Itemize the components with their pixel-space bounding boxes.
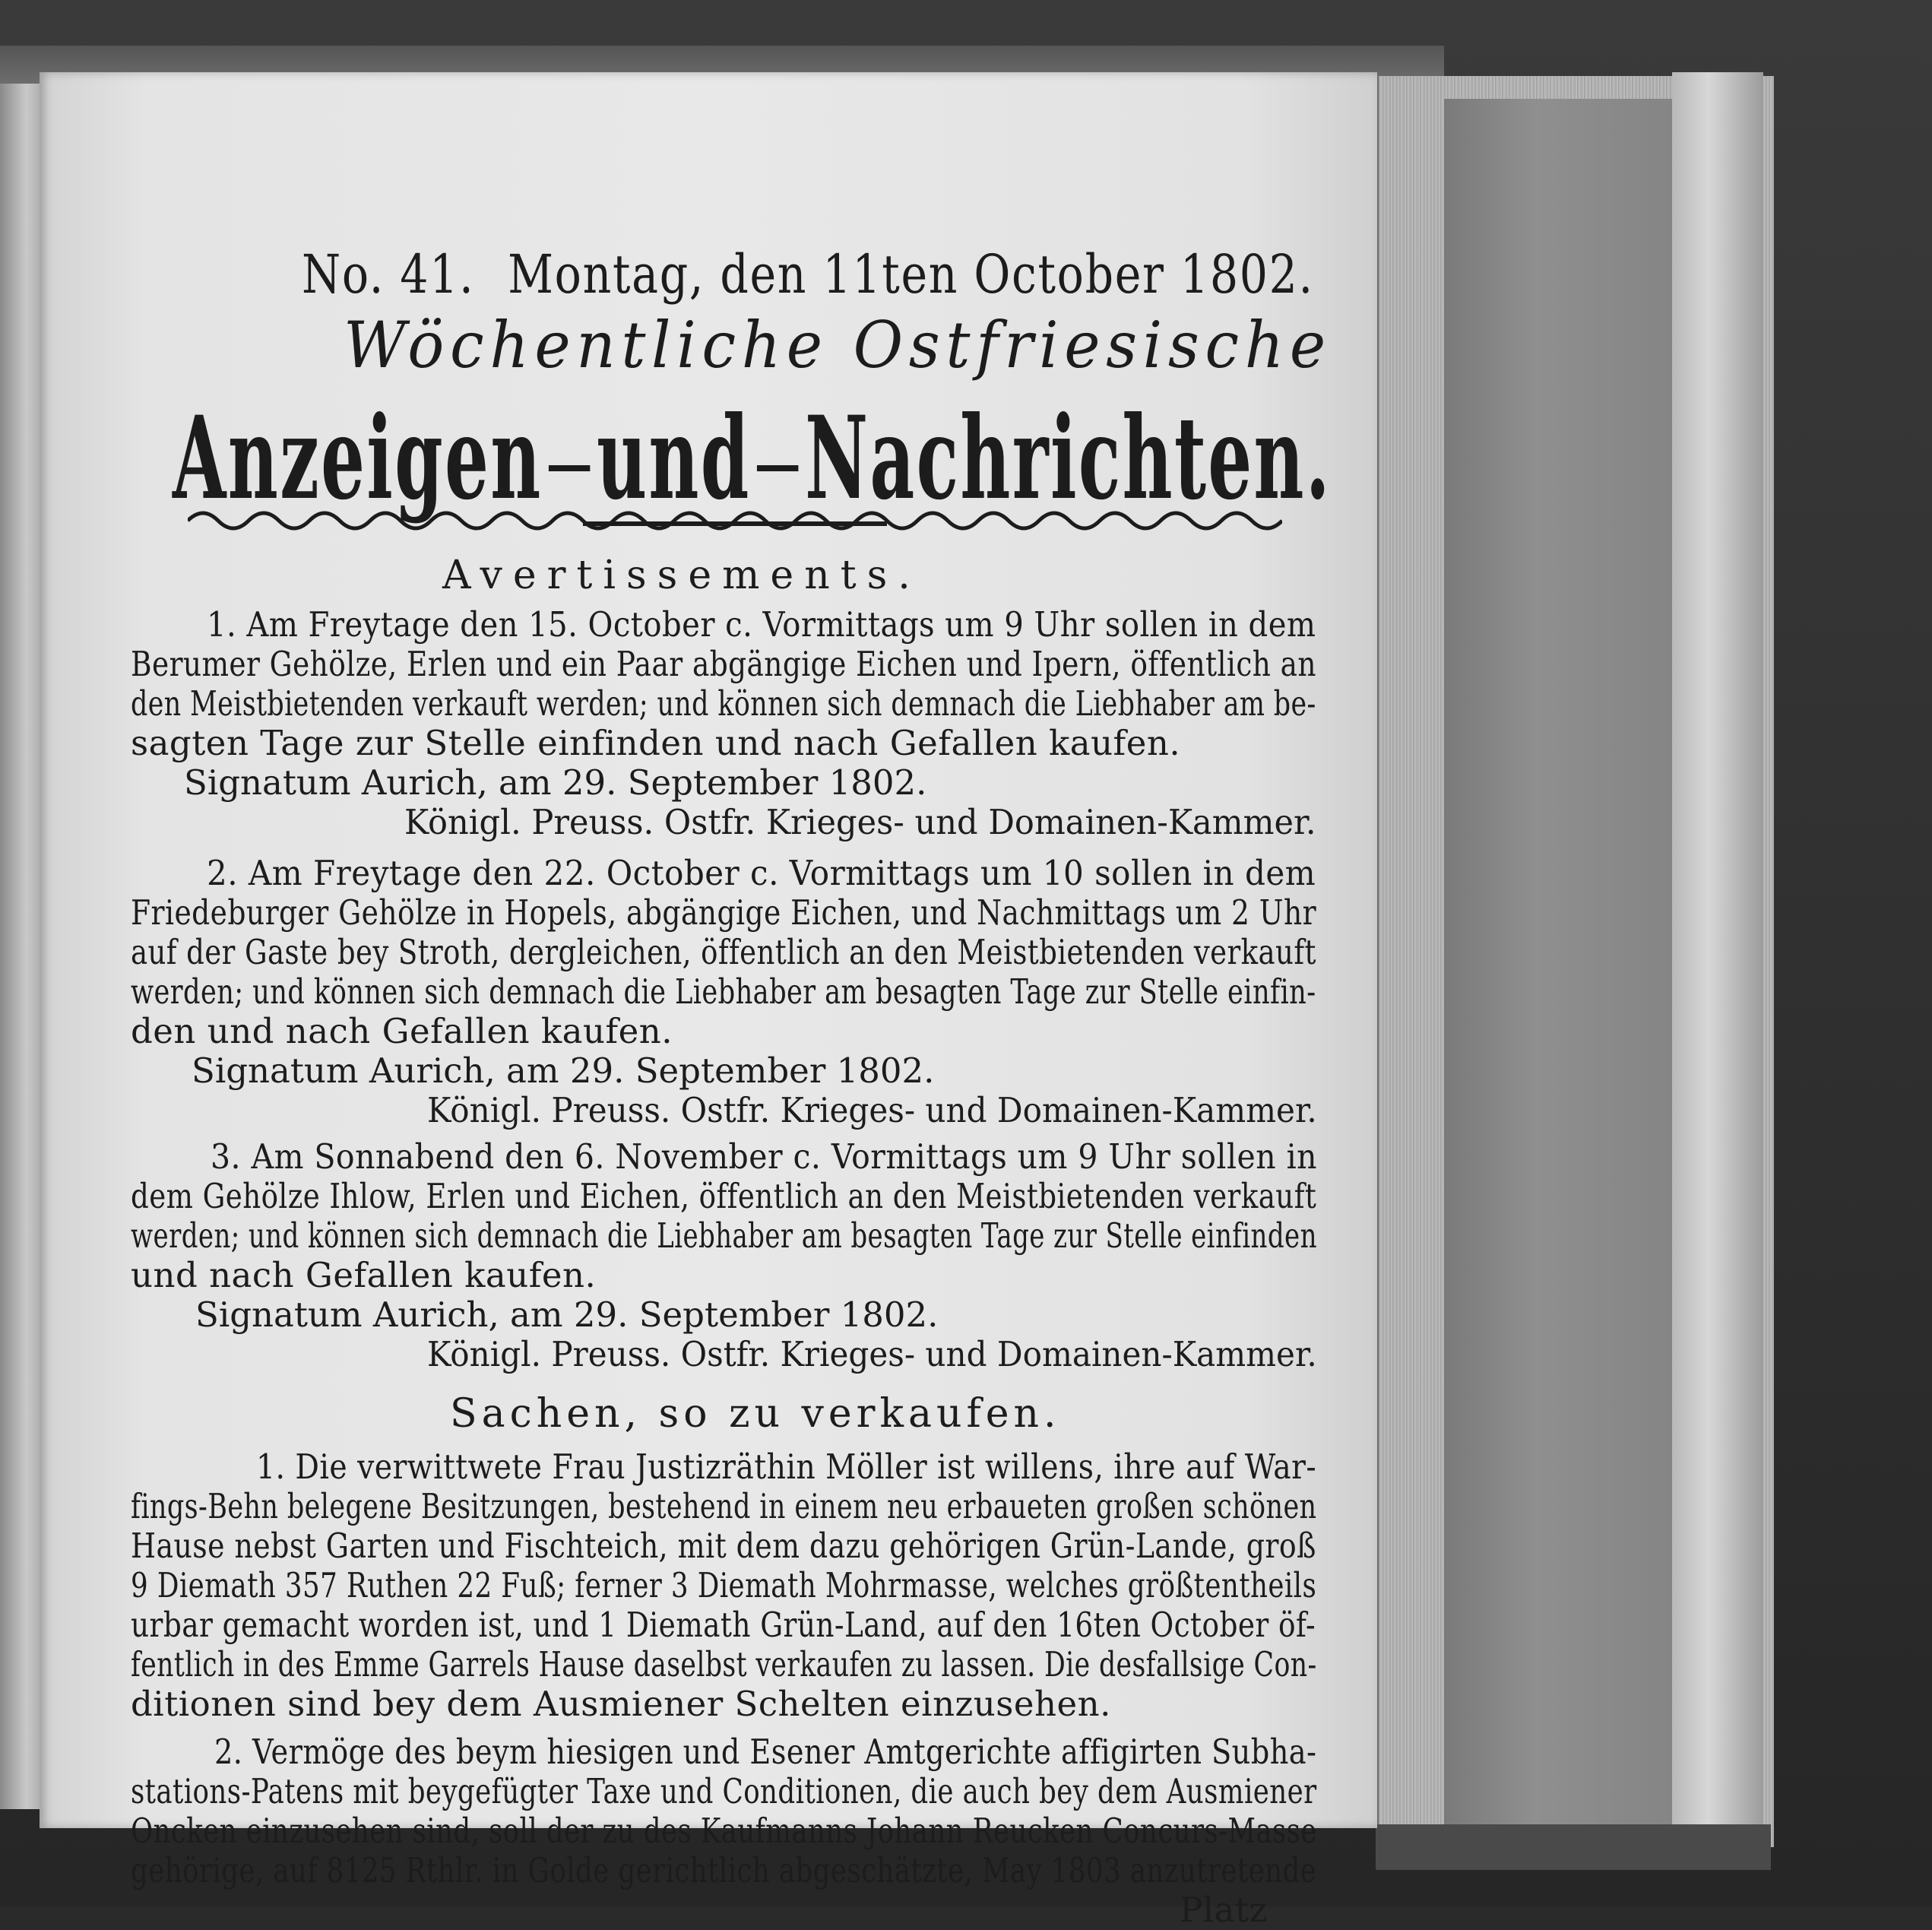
item2-signatum: Signatum Aurich, am 29. September 1802. [192,1051,935,1091]
masthead-date-line [302,243,1332,306]
left-page-edge [0,84,44,1809]
item3-line3: werden; und können sich demnach die Liebhaber am besagten Tage zur Stelle einfinden [131,1215,1317,1256]
sale1-line6: fentlich in des Emme Garrels Hause daselbst verkaufen zu lassen. Die desfallsige Con- [131,1644,1317,1684]
item3-line2: dem Gehölze Ihlow, Erlen und Eichen, öffentlich an den Meistbietenden verkauft [131,1176,1317,1216]
sale1-line4: 9 Diemath 357 Ruthen 22 Fuß; ferner 3 Diemath Mohrmasse, welches größtentheils [131,1565,1317,1605]
item1-line3: den Meistbietenden verkauft werden; und können sich demnach die Liebhaber am be- [131,683,1316,724]
item3-signatum: Signatum Aurich, am 29. September 1802. [195,1295,939,1335]
item2-line4: werden; und können sich demnach die Liebhaber am besagten Tage zur Stelle einfin- [131,971,1316,1012]
ornament-rule-icon [188,498,1282,544]
title-divider [549,465,590,471]
book-fore-edge [1444,99,1672,1824]
sale1-line1: 1. Die verwittwete Frau Justizräthin Möller ist willens, ihre auf War- [256,1447,1317,1487]
item2-line3: auf der Gaste bey Stroth, dergleichen, öffentlich an den Meistbietenden verkauft [131,932,1316,972]
title-word-und: und [597,391,751,525]
sale1-line2: fings-Behn belegene Besitzungen, bestehend in einem neu erbaueten großen schönen [131,1486,1317,1526]
title-divider [757,465,798,471]
issue-date: Montag, den 11ten October 1802. [508,243,1314,306]
newspaper-page [40,72,1377,1930]
sale1-line3: Hause nebst Garten und Fischteich, mit dem dazu gehörigen Grün-Lande, groß [131,1526,1316,1566]
title-line-1: Wöchentliche Ostfriesische [344,308,1332,382]
sale1-line5: urbar gemacht worden ist, und 1 Diemath Grün-Land, auf den 16ten October öf- [131,1605,1316,1645]
issue-number: No. 41. [302,243,475,306]
item2-line5: den und nach Gefallen kaufen. [131,1011,673,1051]
item3-line1: 3. Am Sonnabend den 6. November c. Vormittags um 9 Uhr sollen in [211,1136,1318,1177]
title-word-nachrichten: Nachrichten. [805,391,1332,525]
item2-line2: Friedeburger Gehölze in Hopels, abgängige Eichen, und Nachmittags um 2 Uhr [131,892,1317,933]
catchword: Platz [1180,1890,1268,1930]
sale2-line1: 2. Vermöge des beym hiesigen und Esener Amtgerichte affigirten Subha- [214,1732,1317,1772]
section-heading-sachen: Sachen, so zu verkaufen. [450,1391,1061,1437]
item1-line2: Berumer Gehölze, Erlen und ein Paar abgängige Eichen und Ipern, öffentlich an [131,644,1316,684]
title-word-anzeigen: Anzeigen [173,391,543,525]
item3-kammer: Königl. Preuss. Ostfr. Krieges- und Domainen-Kammer. [427,1334,1317,1374]
book-bottom-edge [1376,1824,1771,1870]
item2-kammer: Königl. Preuss. Ostfr. Krieges- und Domainen-Kammer. [427,1090,1317,1130]
book-binding [1672,72,1763,1851]
section-heading-avertissements: Avertissements. [442,553,921,598]
sale1-line7: ditionen sind bey dem Ausmiener Schelten einzusehen. [131,1684,1111,1724]
item1-line4: sagten Tage zur Stelle einfinden und nach Gefallen kaufen. [131,723,1181,763]
item2-line1: 2. Am Freytage den 22. October c. Vormittags um 10 sollen in dem [207,853,1316,893]
item1-kammer: Königl. Preuss. Ostfr. Krieges- und Domainen-Kammer. [404,802,1316,842]
item1-signatum: Signatum Aurich, am 29. September 1802. [184,762,927,803]
item3-line4: und nach Gefallen kaufen. [131,1255,597,1295]
sale2-line2: stations-Patens mit beygefügter Taxe und Conditionen, die auch bey dem Ausmiener [131,1771,1317,1811]
item1-line1: 1. Am Freytage den 15. October c. Vormittags um 9 Uhr sollen in dem [207,604,1316,645]
sale2-line4: gehörige, auf 8125 Rthlr. in Golde gerichtlich abgeschätzte, May 1803 anzutretende [131,1850,1317,1890]
sale2-line3: Oncken einzusehen sind, soll der zu des Kaufmanns Johann Reucken Concurs-Masse [131,1811,1317,1851]
